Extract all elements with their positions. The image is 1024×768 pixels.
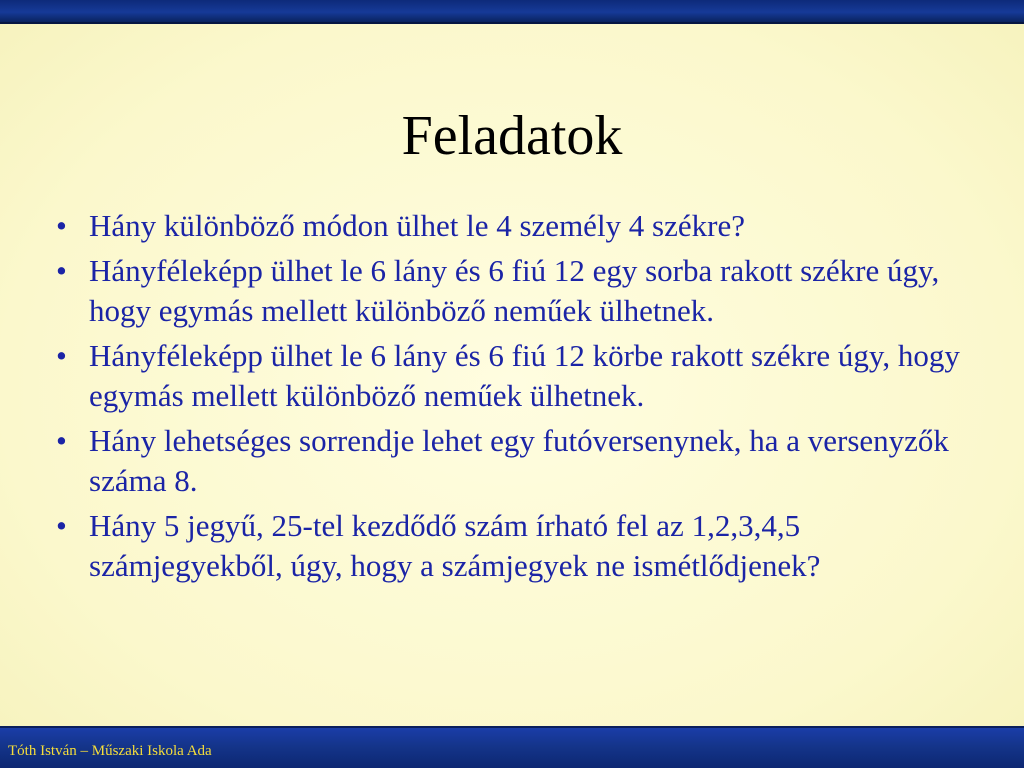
bullet-text: Hányféleképp ülhet le 6 lány és 6 fiú 12 egy sorba rakott székre úgy, hogy egymás mellett különböző neműek ülhetnek. [89, 253, 940, 328]
bullet-icon: • [56, 508, 67, 543]
bullet-item [56, 421, 986, 501]
bullet-text: Hány különböző módon ülhet le 4 személy 4 székre? [89, 208, 745, 243]
bullet-item [56, 506, 986, 586]
bullet-item [56, 336, 986, 416]
footer-author: Tóth István – Műszaki Iskola Ada [8, 743, 212, 759]
bullet-text: Hányféleképp ülhet le 6 lány és 6 fiú 12 körbe rakott székre úgy, hogy egymás mellett különböző neműek ülhetnek. [89, 338, 960, 413]
slide-title: Feladatok [401, 105, 623, 167]
bullet-icon: • [56, 423, 67, 458]
bullet-icon: • [56, 338, 67, 373]
bullet-item [56, 206, 986, 246]
bullet-list [56, 206, 986, 591]
bullet-item [56, 251, 986, 331]
top-decorative-bar [0, 0, 1024, 24]
bullet-icon: • [56, 253, 67, 288]
bullet-text: Hány 5 jegyű, 25-tel kezdődő szám írható fel az 1,2,3,4,5 számjegyekből, úgy, hogy a számjegyek ne ismétlődjenek? [89, 508, 821, 583]
bullet-text: Hány lehetséges sorrendje lehet egy futóversenynek, ha a versenyzők száma 8. [89, 423, 949, 498]
bullet-icon: • [56, 208, 67, 243]
